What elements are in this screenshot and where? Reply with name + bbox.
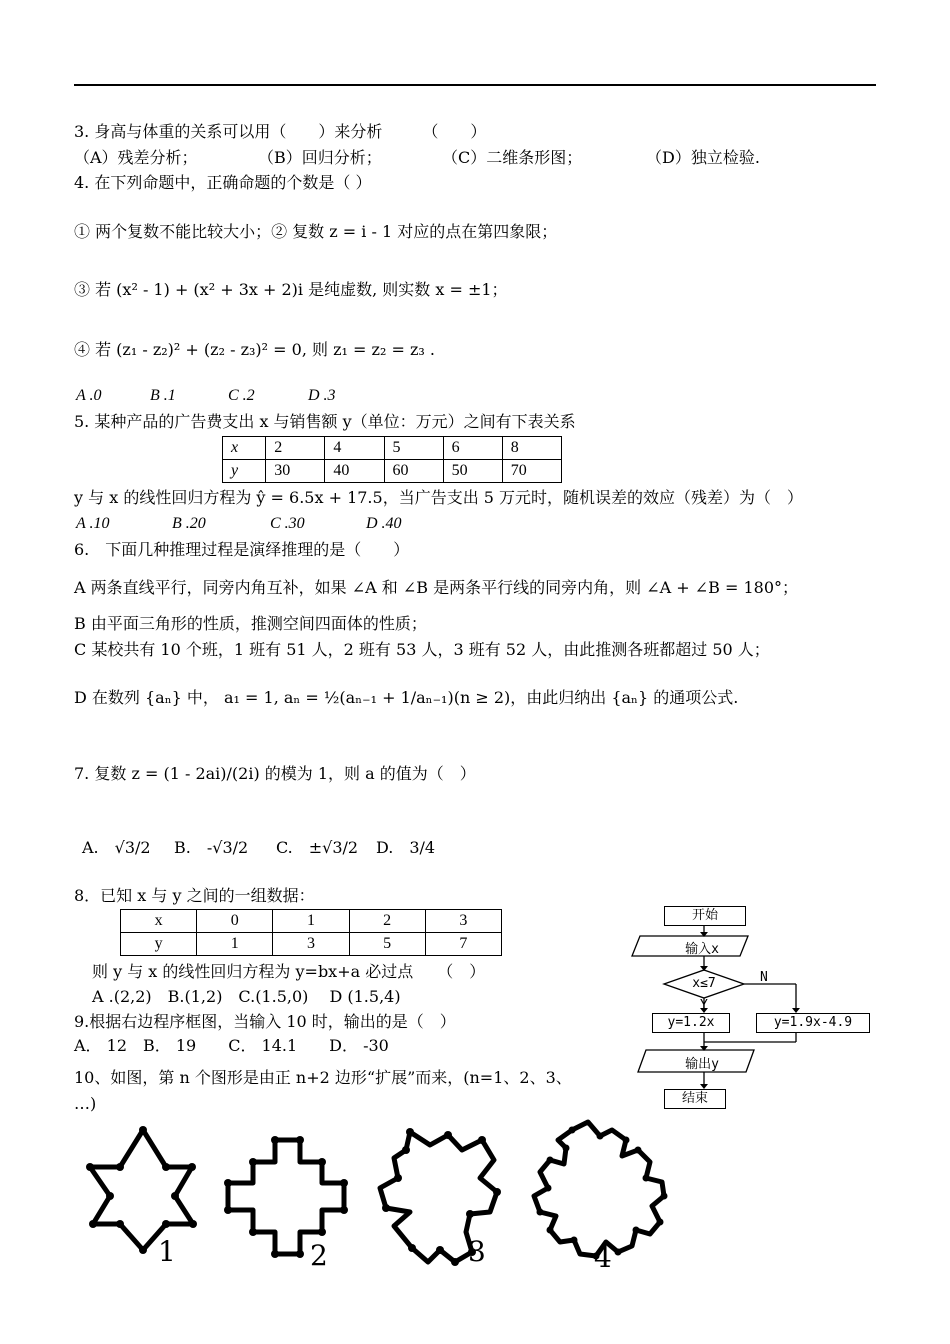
q6-choice-c: C 某校共有 10 个班，1 班有 51 人，2 班有 53 人，3 班有 52 人，由此推测各班都超过 50 人；	[74, 640, 770, 659]
table-cell: x	[223, 437, 266, 460]
table-cell: 40	[325, 460, 384, 483]
q8-options: A .(2,2) B.(1,2) C.(1.5,0) D (1.5,4)	[92, 987, 401, 1006]
table-cell: 0	[197, 910, 273, 933]
q5-option-d: D .40	[366, 515, 402, 532]
q4-option-a: A .0	[76, 387, 102, 404]
table-cell: 5	[349, 933, 425, 956]
q3-option-b: （B）回归分析；	[258, 148, 382, 167]
q5-option-b: B .20	[172, 515, 206, 532]
q4-proposition-4: ④ 若 (z₁ - z₂)² + (z₂ - z₃)² = 0, 则 z₁ = z₂ = z₃ .	[74, 340, 435, 359]
q7-option-c: C. ±√3/2	[276, 838, 359, 857]
table-cell: 5	[384, 437, 443, 460]
table-cell: 3	[425, 910, 501, 933]
table-cell: 3	[273, 933, 349, 956]
q3-stem: 3. 身高与体重的关系可以用（ ）来分析 （ ）	[74, 122, 487, 141]
flowchart-yes-label: Y	[700, 998, 708, 1013]
flowchart-input: 输入x	[685, 942, 719, 957]
table-cell: 6	[443, 437, 502, 460]
q4-option-c: C .2	[228, 387, 255, 404]
q4-option-b: B .1	[150, 387, 176, 404]
figure-3-label: 3	[468, 1235, 486, 1268]
table-cell: 30	[266, 460, 325, 483]
q10-stem-continued: …)	[74, 1094, 97, 1113]
figure-1-star	[90, 1130, 193, 1250]
table-cell: 8	[502, 437, 561, 460]
flowchart-start: 开始	[664, 906, 746, 926]
q7-option-b: B. -√3/2	[174, 838, 249, 857]
figure-2-label: 2	[310, 1239, 328, 1272]
q3-option-d: （D）独立检验.	[646, 148, 760, 167]
flowchart-no-branch: y=1.9x-4.9	[756, 1013, 870, 1033]
q6-choice-d: D 在数列 {aₙ} 中， a₁ = 1, aₙ = ½(aₙ₋₁ + 1/aₙ₋₁)(n ≥ 2)，由此归纳出 {aₙ} 的通项公式.	[74, 688, 739, 707]
flowchart-yes-branch: y=1.2x	[652, 1013, 730, 1033]
q4-option-d: D .3	[308, 387, 336, 404]
q3-option-c: （C）二维条形图；	[442, 148, 583, 167]
q5-option-a: A .10	[76, 515, 110, 532]
q7-option-d: D. 3/4	[376, 838, 436, 857]
q5-option-c: C .30	[270, 515, 305, 532]
table-cell: 4	[325, 437, 384, 460]
table-cell: 1	[273, 910, 349, 933]
flowchart-end: 结束	[664, 1089, 726, 1109]
table-cell: 2	[266, 437, 325, 460]
q8-stem: 8．已知 x 与 y 之间的一组数据：	[74, 886, 315, 905]
flowchart-condition: x≤7	[692, 976, 716, 991]
q8-follow-text: 则 y 与 x 的线性回归方程为 y=bx+a 必过点 （ ）	[92, 962, 486, 981]
table-cell: 2	[349, 910, 425, 933]
figure-2-cross	[228, 1140, 344, 1254]
q6-choice-a: A 两条直线平行，同旁内角互补，如果 ∠A 和 ∠B 是两条平行线的同旁内角，则 ∠A + ∠B = 180°；	[74, 578, 799, 597]
q9-stem: 9.根据右边程序框图，当输入 10 时，输出的是（ ）	[74, 1012, 456, 1031]
table-cell: y	[223, 460, 266, 483]
q4-proposition-3: ③ 若 (x² - 1) + (x² + 3x + 2)i 是纯虚数, 则实数 x = ±1；	[74, 280, 508, 299]
table-cell: x	[121, 910, 197, 933]
figure-4-label: 4	[594, 1241, 612, 1274]
figure-4-shape	[534, 1122, 664, 1256]
q6-choice-b: B 由平面三角形的性质，推测空间四面体的性质；	[74, 614, 427, 633]
figure-1-label: 1	[158, 1235, 176, 1268]
table-cell: 50	[443, 460, 502, 483]
table-cell: 7	[425, 933, 501, 956]
q10-stem: 10、如图，第 n 个图形是由正 n+2 边形“扩展”而来，(n=1、2、3、	[74, 1068, 572, 1087]
q5-stem: 5. 某种产品的广告费支出 x 与销售额 y（单位：万元）之间有下表关系	[74, 412, 576, 431]
q9-options: A． 12 B． 19 C． 14.1 D． -30	[74, 1036, 389, 1055]
q7-option-a: A. √3/2	[82, 838, 151, 857]
q7-stem: 7. 复数 z = (1 - 2ai)/(2i) 的模为 1，则 a 的值为（ ）	[74, 764, 476, 783]
table-cell: 70	[502, 460, 561, 483]
q4-stem: 4. 在下列命题中，正确命题的个数是（ ）	[74, 173, 372, 192]
q6-stem: 6. 下面几种推理过程是演绎推理的是（ ）	[74, 540, 410, 559]
flowchart-output: 输出y	[685, 1057, 719, 1072]
q3-option-a: （A）残差分析；	[74, 148, 198, 167]
q4-proposition-1-2: ① 两个复数不能比较大小；② 复数 z = i - 1 对应的点在第四象限；	[74, 222, 558, 241]
flowchart-no-label: N	[760, 970, 768, 985]
table-cell: 1	[197, 933, 273, 956]
q5-follow-text: y 与 x 的线性回归方程为 ŷ = 6.5x + 17.5，当广告支出 5 万元时，随机误差的效应（残差）为（ ）	[74, 488, 804, 507]
table-cell: y	[121, 933, 197, 956]
table-cell: 60	[384, 460, 443, 483]
